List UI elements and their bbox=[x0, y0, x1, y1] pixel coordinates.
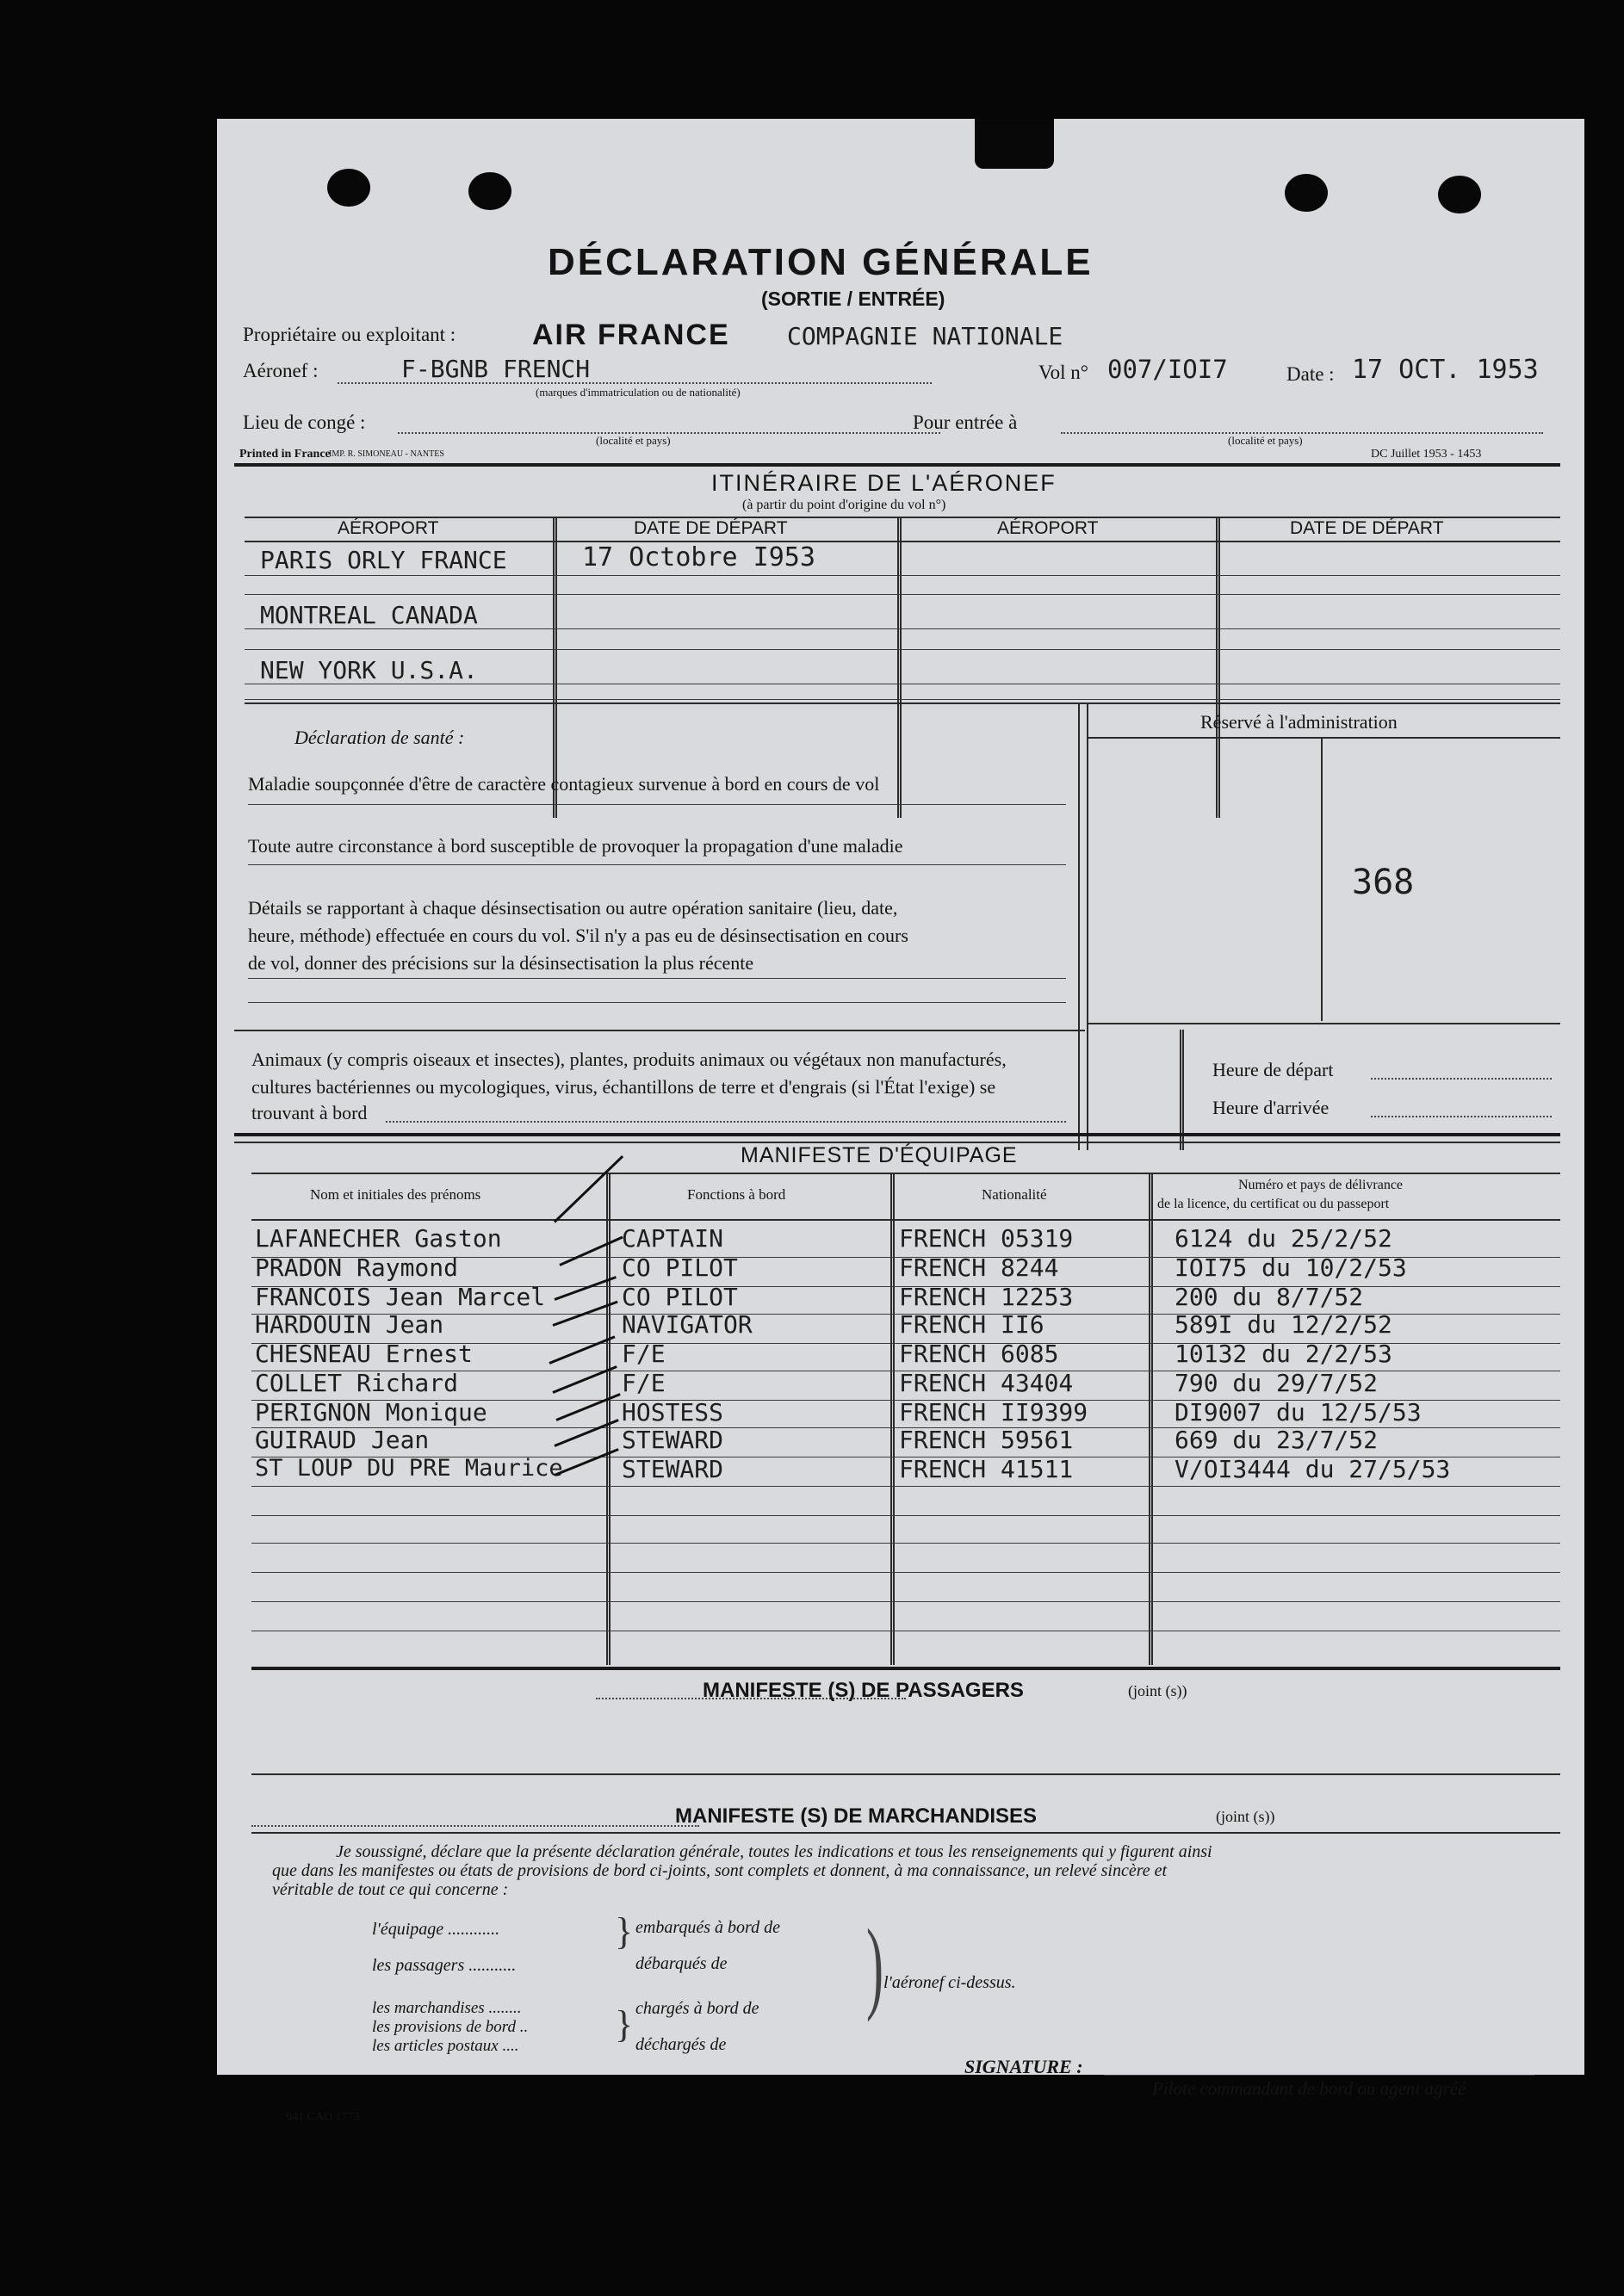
signature-label: SIGNATURE : bbox=[964, 2056, 1083, 2077]
animals-line-3: trouvant à bord bbox=[251, 1102, 368, 1123]
rule bbox=[1216, 517, 1220, 818]
crew-function: STEWARD bbox=[622, 1426, 724, 1454]
rule bbox=[248, 1002, 1066, 1003]
crew-function: NAVIGATOR bbox=[622, 1310, 753, 1339]
form-code: DC Juillet 1953 - 1453 bbox=[1371, 448, 1482, 461]
itinerary-airport-3: NEW YORK U.S.A. bbox=[260, 656, 478, 684]
health-title: Déclaration de santé : bbox=[294, 727, 465, 748]
entree-label: Pour entrée à bbox=[913, 412, 1018, 433]
crew-nationality: FRENCH 59561 bbox=[899, 1426, 1074, 1454]
crew-licence: 669 du 23/7/52 bbox=[1175, 1426, 1379, 1454]
handwritten-check-mark bbox=[559, 1236, 623, 1266]
crew-name: PERIGNON Monique bbox=[255, 1398, 487, 1426]
itinerary-airport-2: MONTREAL CANADA bbox=[260, 601, 478, 629]
itinerary-col-date-2: DATE DE DÉPART bbox=[1290, 518, 1444, 538]
rule bbox=[248, 864, 1066, 865]
crew-col-function: Fonctions à bord bbox=[687, 1186, 786, 1203]
reserved-number: 368 bbox=[1352, 863, 1415, 902]
arrival-time-label: Heure d'arrivée bbox=[1212, 1097, 1330, 1118]
crew-nationality: FRENCH 12253 bbox=[899, 1283, 1074, 1311]
crew-col-licence-2: de la licence, du certificat ou du passeport bbox=[1157, 1197, 1390, 1211]
owner-value: AIR FRANCE bbox=[532, 319, 730, 351]
health-line-2: Toute autre circonstance à bord susceptible de provoquer la propagation d'une maladie bbox=[248, 835, 903, 857]
crew-name: GUIRAUD Jean bbox=[255, 1426, 430, 1454]
entree-note: (localité et pays) bbox=[1228, 434, 1303, 447]
health-line-1: Maladie soupçonnée d'être de caractère contagieux survenue à bord en cours de vol bbox=[248, 773, 880, 795]
rule bbox=[248, 804, 1066, 805]
crew-col-name: Nom et initiales des prénoms bbox=[310, 1186, 481, 1203]
itinerary-col-date-1: DATE DE DÉPART bbox=[634, 518, 788, 538]
rule bbox=[245, 594, 1560, 595]
aircraft-label: Aéronef : bbox=[243, 360, 319, 381]
crew-name: ST LOUP DU PRE Maurice bbox=[255, 1455, 563, 1482]
crew-licence: IOI75 du 10/2/53 bbox=[1175, 1253, 1407, 1282]
rule bbox=[251, 1832, 1560, 1834]
declaration-aircraft: l'aéronef ci-dessus. bbox=[883, 1973, 1016, 1992]
crew-name: PRADON Raymond bbox=[255, 1253, 459, 1282]
cargo-note: (joint (s)) bbox=[1216, 1808, 1275, 1825]
rule bbox=[606, 1173, 611, 1665]
reserved-admin-label: Réservé à l'administration bbox=[1200, 711, 1398, 733]
printed-in: Printed in France bbox=[239, 448, 331, 461]
punch-hole bbox=[1438, 176, 1481, 214]
crew-nationality: FRENCH II6 bbox=[899, 1310, 1044, 1339]
crew-function: HOSTESS bbox=[622, 1398, 724, 1426]
rule bbox=[251, 1515, 1560, 1516]
large-brace: ) bbox=[866, 1908, 883, 2022]
rule bbox=[251, 1773, 1560, 1775]
crew-licence: 6124 du 25/2/52 bbox=[1175, 1224, 1392, 1253]
rule bbox=[1371, 1116, 1552, 1117]
crew-function: CO PILOT bbox=[622, 1253, 738, 1282]
crew-licence: V/OI3444 du 27/5/53 bbox=[1175, 1455, 1451, 1483]
date-value: 17 OCT. 1953 bbox=[1352, 355, 1539, 385]
form-title: DÉCLARATION GÉNÉRALE bbox=[548, 241, 1094, 283]
declaration-goods: les marchandises ........ bbox=[372, 1999, 522, 2017]
declaration-line-1: Je soussigné, déclare que la présente déclaration générale, toutes les indications et tous les renseignements qui y figurent ainsi bbox=[336, 1842, 1212, 1861]
aircraft-note: (marques d'immatriculation ou de nationalité) bbox=[536, 386, 741, 399]
owner-value-typed: COMPAGNIE NATIONALE bbox=[787, 322, 1063, 350]
rule bbox=[248, 978, 1066, 979]
rule bbox=[1087, 737, 1560, 739]
rule bbox=[251, 1486, 1560, 1487]
crew-function: F/E bbox=[622, 1369, 666, 1397]
rule bbox=[251, 1173, 1560, 1174]
itinerary-title: ITINÉRAIRE DE L'AÉRONEF bbox=[711, 470, 1057, 496]
declaration-postal: les articles postaux .... bbox=[372, 2037, 519, 2055]
crew-nationality: FRENCH 05319 bbox=[899, 1224, 1074, 1253]
rule bbox=[245, 702, 1560, 704]
health-line-3a: Détails se rapportant à chaque désinsectisation ou autre opération sanitaire (lieu, date, bbox=[248, 897, 898, 919]
crew-licence: 10132 du 2/2/53 bbox=[1175, 1340, 1392, 1368]
rule bbox=[234, 1133, 1560, 1136]
brace: } bbox=[615, 1910, 634, 1953]
declaration-line-2: que dans les manifestes ou états de provisions de bord ci-joints, sont complets et donnent, à ma connaissance, un relevé sincère et bbox=[272, 1861, 1168, 1880]
owner-label: Propriétaire ou exploitant : bbox=[243, 324, 456, 345]
itinerary-col-airport-1: AÉROPORT bbox=[338, 518, 439, 538]
form-subtitle: (SORTIE / ENTRÉE) bbox=[761, 288, 945, 310]
brace: } bbox=[615, 2003, 634, 2045]
rule bbox=[1371, 1078, 1552, 1080]
crew-function: CO PILOT bbox=[622, 1283, 738, 1311]
crew-licence: 200 du 8/7/52 bbox=[1175, 1283, 1364, 1311]
passengers-title: MANIFESTE (S) DE PASSAGERS bbox=[703, 1679, 1024, 1702]
footer-code: 941 CAO 1773 bbox=[286, 2111, 360, 2124]
lieu-label: Lieu de congé : bbox=[243, 412, 366, 433]
declaration-line-3: véritable de tout ce qui concerne : bbox=[272, 1880, 509, 1899]
crew-name: CHESNEAU Ernest bbox=[255, 1340, 473, 1368]
rule bbox=[251, 1601, 1560, 1602]
declaration-crew: l'équipage ............ bbox=[372, 1920, 500, 1939]
declaration-unloaded: déchargés de bbox=[635, 2035, 727, 2054]
crew-name: COLLET Richard bbox=[255, 1369, 459, 1397]
punch-hole bbox=[327, 169, 370, 207]
declaration-form-sheet bbox=[217, 119, 1584, 2124]
crew-name: HARDOUIN Jean bbox=[255, 1310, 444, 1339]
health-line-3c: de vol, donner des précisions sur la désinsectisation la plus récente bbox=[248, 952, 754, 974]
handwritten-check-mark bbox=[554, 1155, 623, 1223]
aircraft-value: F-BGNB FRENCH bbox=[401, 355, 591, 383]
declaration-loaded: chargés à bord de bbox=[635, 1999, 759, 2018]
date-label: Date : bbox=[1286, 363, 1335, 385]
punch-hole bbox=[468, 172, 511, 210]
rule bbox=[1149, 1173, 1153, 1665]
passengers-note: (joint (s)) bbox=[1128, 1682, 1187, 1699]
rule bbox=[245, 541, 1560, 542]
crew-nationality: FRENCH 41511 bbox=[899, 1455, 1074, 1483]
rule bbox=[245, 699, 1560, 700]
torn-notch bbox=[975, 119, 1054, 169]
cargo-title: MANIFESTE (S) DE MARCHANDISES bbox=[675, 1804, 1038, 1828]
crew-col-licence-1: Numéro et pays de délivrance bbox=[1238, 1178, 1404, 1192]
rule bbox=[251, 1572, 1560, 1573]
printer-name: IMP. R. SIMONEAU - NANTES bbox=[329, 449, 444, 459]
rule bbox=[1180, 1030, 1184, 1150]
rule bbox=[251, 1667, 1560, 1670]
crew-nationality: FRENCH II9399 bbox=[899, 1398, 1088, 1426]
crew-function: STEWARD bbox=[622, 1455, 724, 1483]
rule bbox=[251, 1543, 1560, 1544]
declaration-passengers: les passagers ........... bbox=[372, 1956, 517, 1975]
rule bbox=[245, 649, 1560, 650]
handwritten-check-mark bbox=[555, 1393, 620, 1421]
crew-nationality: FRENCH 8244 bbox=[899, 1253, 1059, 1282]
itinerary-airport-1: PARIS ORLY FRANCE bbox=[260, 546, 507, 574]
flight-label: Vol n° bbox=[1038, 362, 1088, 383]
health-line-3b: heure, méthode) effectuée en cours du vol. S'il n'y a pas eu de désinsectisation en cours bbox=[248, 925, 908, 946]
rule bbox=[245, 575, 1560, 576]
rule bbox=[1087, 1023, 1560, 1024]
itinerary-col-airport-2: AÉROPORT bbox=[997, 518, 1099, 538]
crew-licence: DI9007 du 12/5/53 bbox=[1175, 1398, 1422, 1426]
separator bbox=[234, 463, 1560, 467]
rule bbox=[897, 517, 902, 818]
departure-time-label: Heure de départ bbox=[1212, 1059, 1334, 1080]
crew-col-nationality: Nationalité bbox=[982, 1186, 1047, 1203]
rule bbox=[234, 1030, 1085, 1031]
crew-function: F/E bbox=[622, 1340, 666, 1368]
crew-name: FRANCOIS Jean Marcel bbox=[255, 1283, 546, 1311]
rule bbox=[1087, 704, 1088, 1150]
crew-licence: 790 du 29/7/52 bbox=[1175, 1369, 1379, 1397]
crew-nationality: FRENCH 43404 bbox=[899, 1369, 1074, 1397]
animals-line-2: cultures bactériennes ou mycologiques, virus, échantillons de terre et d'engrais (si l'État l'exige) se bbox=[251, 1076, 996, 1098]
crew-nationality: FRENCH 6085 bbox=[899, 1340, 1059, 1368]
rule bbox=[386, 1121, 1066, 1123]
crew-licence: 589I du 12/2/52 bbox=[1175, 1310, 1392, 1339]
declaration-embarked: embarqués à bord de bbox=[635, 1918, 780, 1937]
signature-line bbox=[1104, 2075, 1534, 2076]
declaration-disembarked: débarqués de bbox=[635, 1954, 728, 1973]
declaration-provisions: les provisions de bord .. bbox=[372, 2018, 529, 2036]
itinerary-date-1: 17 Octobre I953 bbox=[582, 542, 815, 572]
rule bbox=[1078, 704, 1080, 1150]
crew-title: MANIFESTE D'ÉQUIPAGE bbox=[741, 1143, 1018, 1167]
itinerary-note: (à partir du point d'origine du vol n°) bbox=[742, 498, 946, 512]
signature-note: Pilote commandant de bord ou agent agréé bbox=[1152, 2078, 1466, 2099]
punch-hole bbox=[1285, 174, 1328, 212]
rule bbox=[251, 1219, 1560, 1221]
rule bbox=[890, 1173, 895, 1665]
animals-line-1: Animaux (y compris oiseaux et insectes), plantes, produits animaux ou végétaux non manufacturés, bbox=[251, 1049, 1007, 1070]
crew-name: LAFANECHER Gaston bbox=[255, 1224, 502, 1253]
crew-function: CAPTAIN bbox=[622, 1224, 724, 1253]
rule bbox=[1321, 737, 1323, 1021]
lieu-note: (localité et pays) bbox=[596, 434, 671, 447]
flight-value: 007/IOI7 bbox=[1107, 355, 1228, 384]
rule bbox=[251, 1825, 699, 1827]
